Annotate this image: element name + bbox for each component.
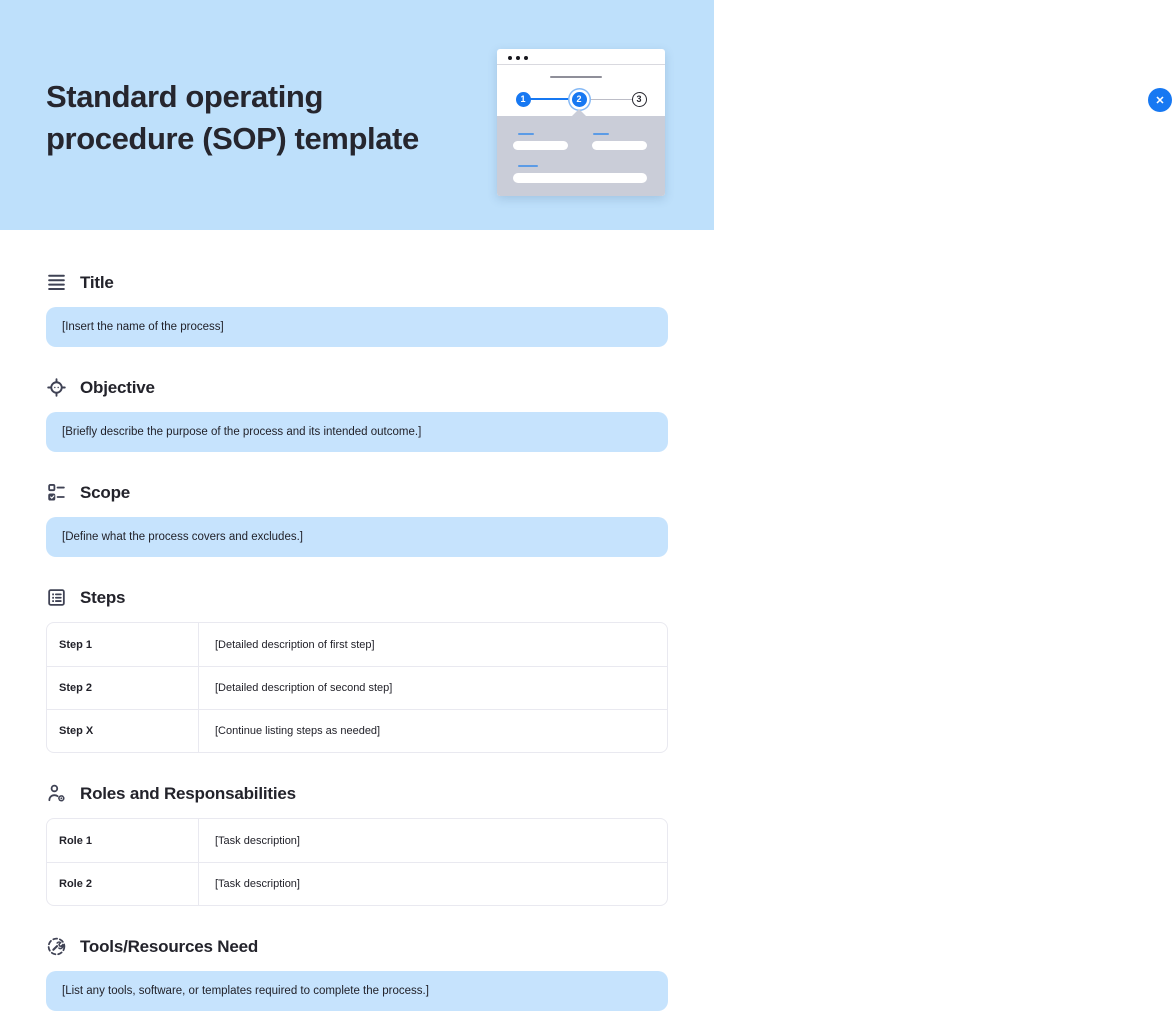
- stepper-connector-idle: [579, 99, 639, 101]
- step-value-cell[interactable]: [Continue listing steps as needed]: [215, 725, 381, 737]
- section-heading-title: [46, 272, 668, 293]
- section-title-heading: Title: [80, 272, 114, 292]
- checklist-icon: [46, 482, 67, 503]
- section-heading-steps: [46, 587, 668, 608]
- input-placeholder: [513, 141, 568, 150]
- section-scope-heading: Scope: [80, 482, 131, 502]
- close-button[interactable]: [1148, 88, 1172, 112]
- table-row: [47, 862, 667, 905]
- roles-table: [46, 818, 668, 906]
- table-row: [47, 819, 667, 862]
- target-icon: [46, 377, 67, 398]
- table-row: [47, 666, 667, 709]
- tools-field[interactable]: [List any tools, software, or templates required to complete the process.]: [46, 971, 668, 1011]
- section-heading-tools: [46, 936, 668, 957]
- table-row: [47, 709, 667, 752]
- field-label-placeholder: [518, 133, 534, 135]
- page-title-line-2: procedure (SOP) template: [46, 121, 419, 156]
- page-header: [0, 0, 1165, 230]
- input-placeholder-wide: [513, 173, 647, 183]
- panel-notch: [572, 109, 586, 116]
- step-value-cell[interactable]: [Detailed description of second step]: [215, 682, 393, 694]
- step-value-cell[interactable]: [Detailed description of first step]: [215, 638, 375, 651]
- table-row: [47, 623, 667, 666]
- section-heading-objective: [46, 377, 668, 398]
- section-heading-scope: [46, 482, 668, 503]
- browser-dots-icon: [508, 56, 528, 60]
- stepper-step-1: 1: [516, 92, 531, 107]
- input-placeholder: [592, 141, 647, 150]
- role-value-cell[interactable]: [Task description]: [215, 834, 300, 847]
- close-icon: ✕: [1155, 94, 1165, 107]
- page-title: [46, 76, 419, 160]
- browser-stepper-illustration: [497, 49, 1165, 196]
- section-heading-roles: [46, 783, 668, 804]
- user-gear-icon: [46, 783, 67, 804]
- field-label-placeholder: [593, 133, 609, 135]
- role-value-cell[interactable]: [Task description]: [215, 878, 300, 890]
- stepper-step-3: 3: [632, 92, 647, 107]
- section-roles-heading: Roles and Responsabilities: [80, 783, 296, 803]
- step-label-cell: Step X: [47, 710, 199, 752]
- section-steps-heading: Steps: [80, 587, 126, 607]
- stepper-step-2-active: 2: [572, 92, 587, 107]
- section-objective-heading: Objective: [80, 377, 155, 397]
- template-body: [0, 272, 714, 1011]
- table-list-icon: [46, 587, 67, 608]
- title-field[interactable]: [Insert the name of the process]: [46, 307, 668, 347]
- step-label-cell: Step 2: [47, 667, 199, 709]
- role-label-cell: Role 1: [47, 819, 199, 862]
- scope-field[interactable]: [Define what the process covers and excludes.]: [46, 517, 668, 557]
- title-placeholder-line: [550, 76, 602, 78]
- menu-lines-icon: [46, 272, 67, 293]
- steps-table: [46, 622, 668, 753]
- field-label-placeholder: [518, 165, 538, 167]
- page-title-line-1: Standard operating: [46, 79, 323, 114]
- stepper-connector-active: [523, 98, 579, 100]
- step-label-cell: Step 1: [47, 623, 199, 666]
- wrench-icon: [46, 936, 67, 957]
- browser-window-card: [497, 49, 665, 196]
- section-tools-heading: Tools/Resources Need: [80, 936, 259, 956]
- browser-header-divider: [497, 64, 665, 65]
- objective-field[interactable]: [Briefly describe the purpose of the process and its intended outcome.]: [46, 412, 668, 452]
- role-label-cell: Role 2: [47, 863, 199, 905]
- form-panel: [497, 116, 665, 196]
